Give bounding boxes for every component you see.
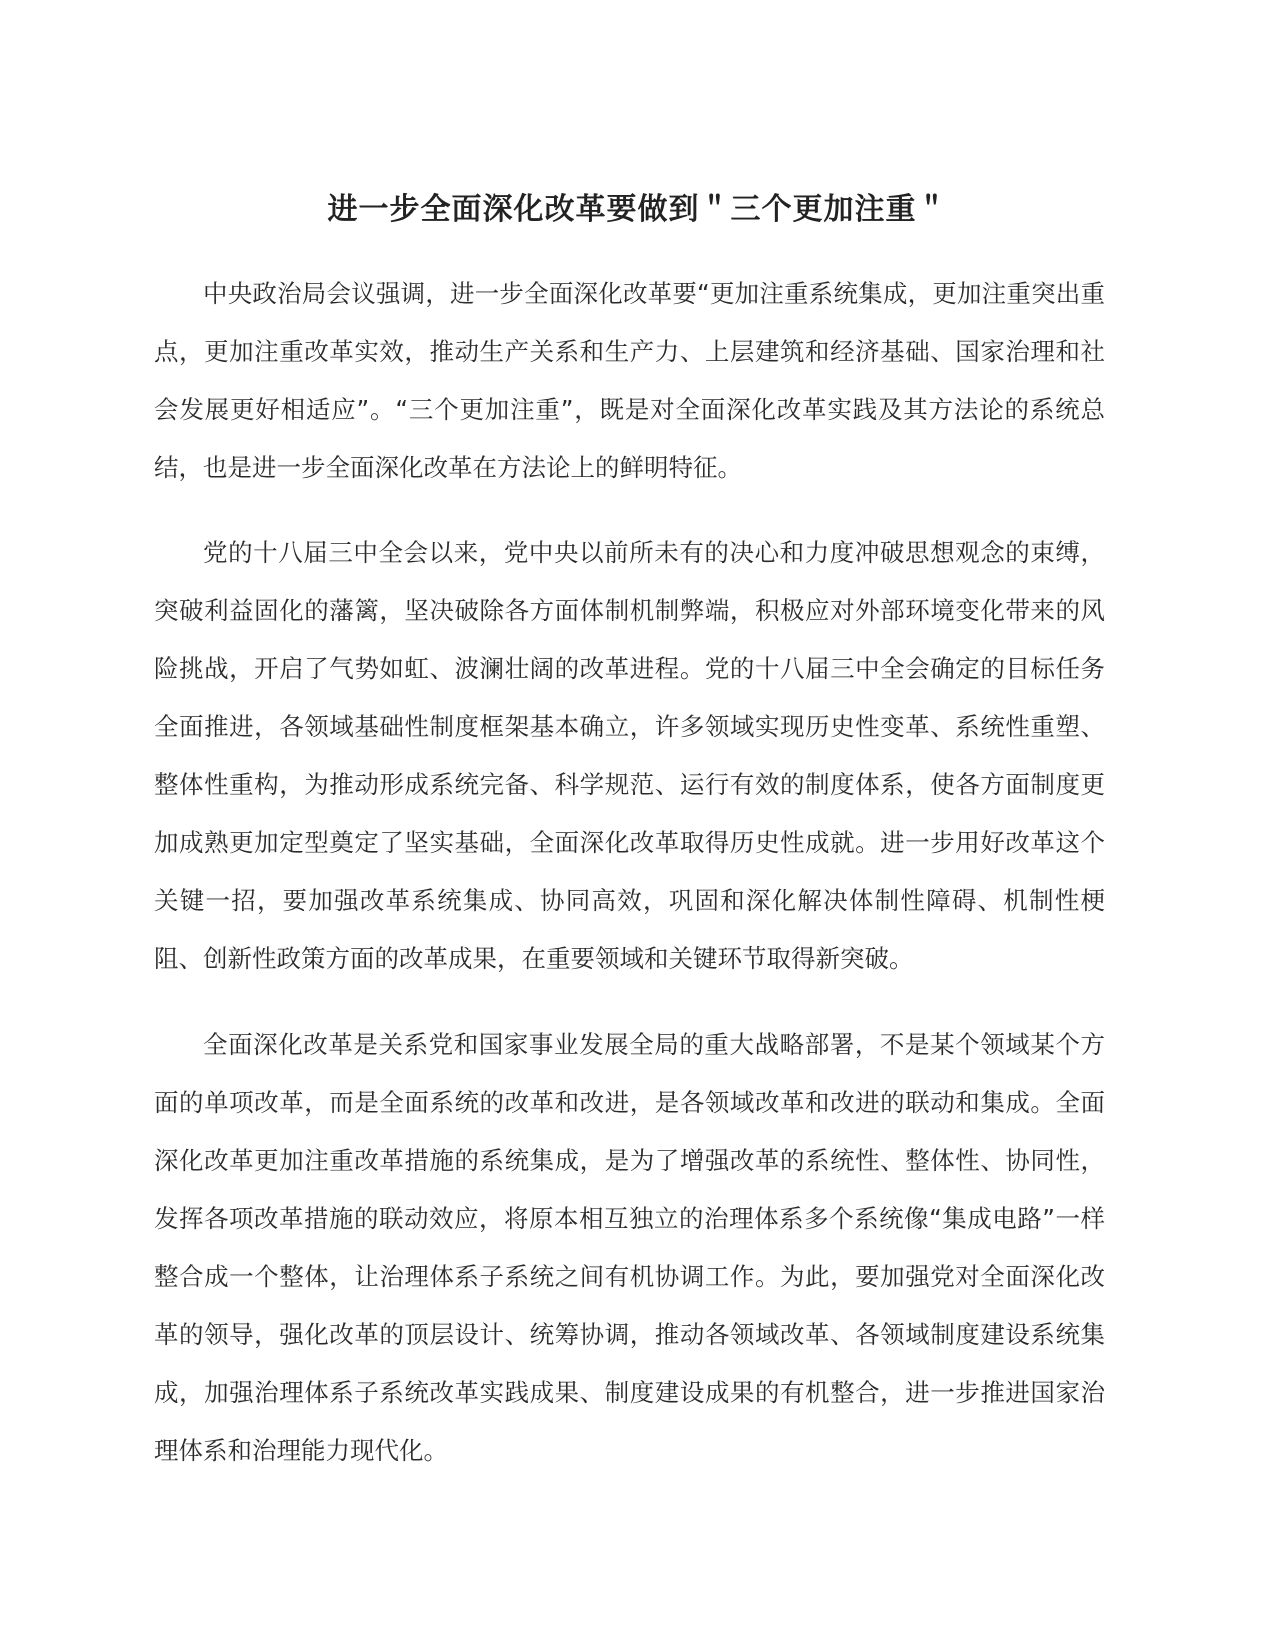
paragraph-2: 党的十八届三中全会以来，党中央以前所未有的决心和力度冲破思想观念的束缚，突破利益固化的藩篱，坚决破除各方面体制机制弊端，积极应对外部环境变化带来的风险挑战，开启了气势如虹、波澜壮阔的改革进程。党的十八届三中全会确定的目标任务全面推进，各领域基础性制度框架基本确立，许多领域实现历史性变革、系统性重塑、整体性重构，为推动形成系统完备、科学规范、运行有效的制度体系，使各方面制度更加成熟更加定型奠定了坚实基础，全面深化改革取得历史性成就。进一步用好改革这个关键一招，要加强改革系统集成、协同高效，巩固和深化解决体制性障碍、机制性梗阻、创新性政策方面的改革成果，在重要领域和关键环节取得新突破。	[154, 538, 1105, 973]
paragraph-3: 全面深化改革是关系党和国家事业发展全局的重大战略部署，不是某个领域某个方面的单项改革，而是全面系统的改革和改进，是各领域改革和改进的联动和集成。全面深化改革更加注重改革措施的系统集成，是为了增强改革的系统性、整体性、协同性，发挥各项改革措施的联动效应，将原本相互独立的治理体系多个系统像“集成电路”一样整合成一个整体，让治理体系子系统之间有机协调工作。为此，要加强党对全面深化改革的领导，强化改革的顶层设计、统筹协调，推动各领域改革、各领域制度建设系统集成，加强治理体系子系统改革实践成果、制度建设成果的有机整合，进一步推进国家治理体系和治理能力现代化。	[154, 1030, 1105, 1465]
paragraph-1: 中央政治局会议强调，进一步全面深化改革要“更加注重系统集成，更加注重突出重点，更加注重改革实效，推动生产关系和生产力、上层建筑和经济基础、国家治理和社会发展更好相适应”。“三个更加注重”，既是对全面深化改革实践及其方法论的系统总结，也是进一步全面深化改革在方法论上的鲜明特征。	[154, 279, 1105, 482]
document-title: 进一步全面深化改革要做到＂三个更加注重＂	[327, 192, 948, 227]
